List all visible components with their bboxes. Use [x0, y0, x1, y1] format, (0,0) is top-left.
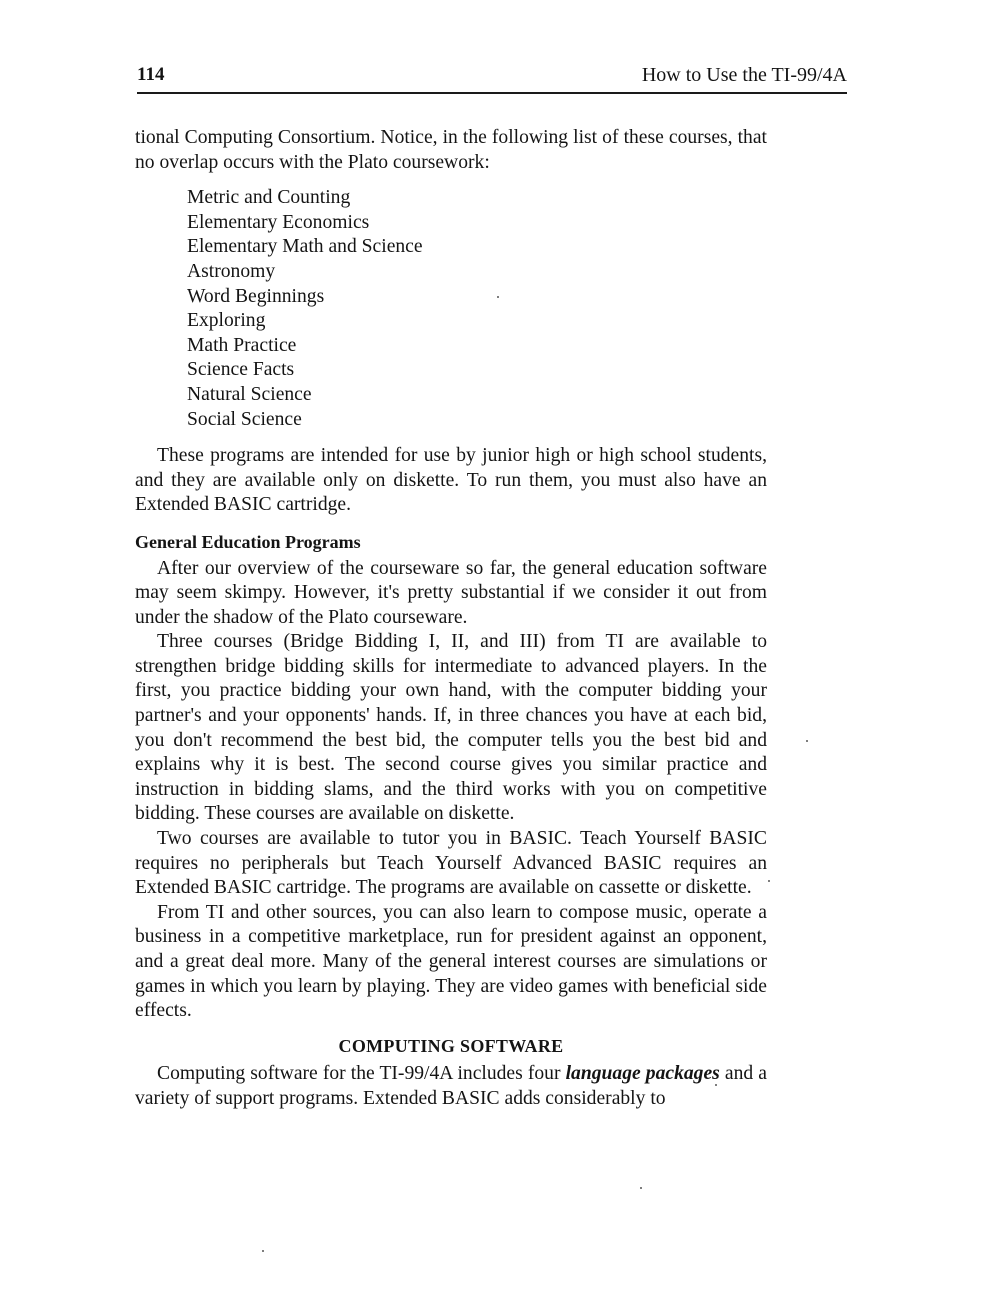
general-education-paragraph-2: Three courses (Bridge Bidding I, II, and III) from TI are available to strengthen bridge bidding skills for intermediate to advanced players. In the first, you practice bidding your own hand, with the computer bidding your partner's and your opponents' hands. If, in three chances you have at each bid, you don't recommend the best bid, the computer tells you the best bid and explains why it is best. The second course gives you similar practice and instruction in bidding slams, and the third works with you on competitive bidding. These courses are available on diskette.	[135, 631, 767, 825]
list-item: Metric and Counting	[187, 187, 351, 209]
print-speck	[806, 740, 808, 742]
print-speck	[640, 1187, 642, 1189]
print-speck	[768, 880, 770, 882]
list-item: Astronomy	[187, 260, 276, 282]
page-number: 114	[137, 64, 165, 85]
list-item: Elementary Math and Science	[187, 236, 423, 258]
computing-software-text-end: and a variety of support programs. Extended BASIC adds considerably to	[135, 1063, 767, 1109]
general-education-paragraph-4: From TI and other sources, you can also learn to compose music, operate a business in a competitive marketplace, run for president against an opponent, and a great deal more. Many of the general interest courses are simulations or games in which you learn by playing. They are video games with beneficial side effects.	[135, 901, 767, 1022]
programs-paragraph: These programs are intended for use by junior high or high school students, and they are available only on diskette. To run them, you must also have an Extended BASIC cartridge.	[135, 445, 767, 516]
list-item: Natural Science	[187, 383, 312, 405]
print-speck	[497, 296, 499, 298]
print-speck	[715, 1084, 717, 1086]
list-item: Social Science	[187, 408, 302, 430]
list-item: Elementary Economics	[187, 211, 370, 233]
page-header	[137, 64, 847, 94]
running-head: How to Use the TI-99/4A	[641, 64, 847, 86]
computing-software-text-start: Computing software for the TI-99/4A includes four	[157, 1063, 566, 1085]
list-item: Science Facts	[187, 359, 295, 381]
general-education-paragraph-3: Two courses are available to tutor you in BASIC. Teach Yourself BASIC requires no peripherals but Teach Yourself Advanced BASIC requires an Extended BASIC cartridge. The programs are available on cassette or diskette.	[135, 828, 767, 899]
computing-software-paragraph	[135, 1062, 767, 1111]
intro-paragraph: tional Computing Consortium. Notice, in the following list of these courses, that no overlap occurs with the Plato coursework:	[135, 127, 767, 173]
body-text	[135, 126, 767, 1112]
general-education-heading: General Education Programs	[135, 531, 361, 552]
language-packages-emphasis: language packages	[565, 1063, 720, 1085]
computing-software-heading: COMPUTING SOFTWARE	[338, 1035, 564, 1056]
list-item: Word Beginnings	[187, 285, 325, 307]
course-list	[187, 186, 767, 432]
list-item: Math Practice	[187, 334, 297, 356]
list-item: Exploring	[187, 310, 266, 332]
print-speck	[262, 1250, 264, 1252]
general-education-paragraph-1: After our overview of the courseware so far, the general education software may seem skimpy. However, it's pretty substantial if we consider it out from under the shadow of the Plato courseware.	[135, 557, 767, 628]
